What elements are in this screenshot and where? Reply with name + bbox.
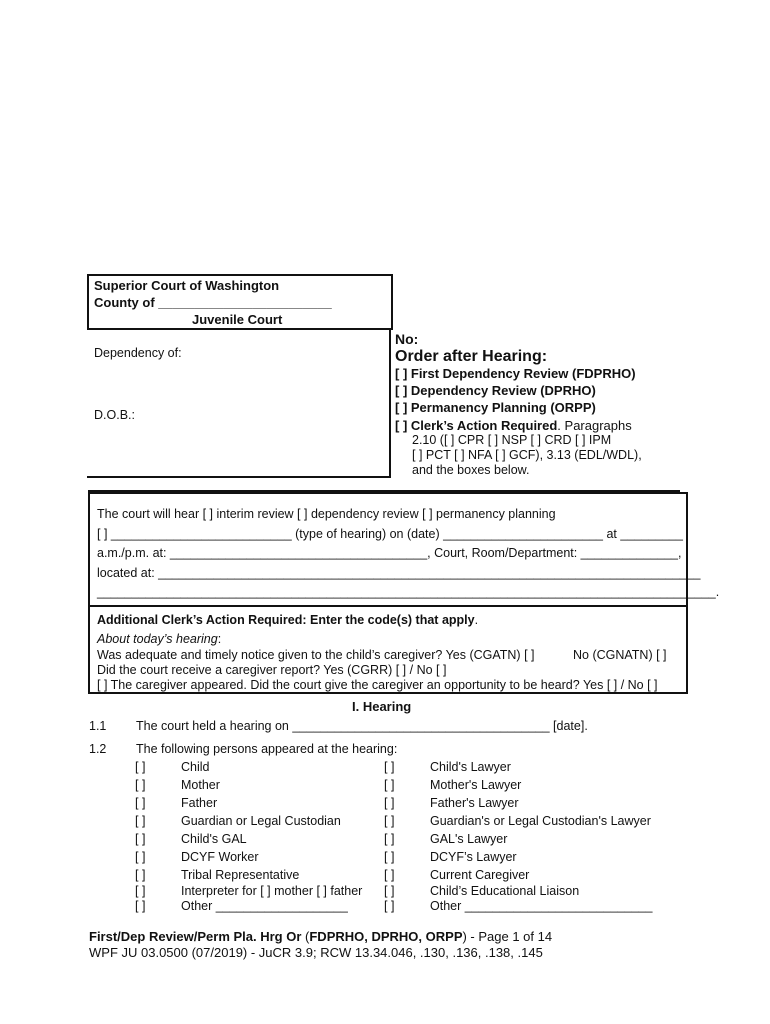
clerk-action-header: Additional Clerk’s Action Required: Enter the code(s) that apply.	[97, 613, 479, 627]
person-label: Guardian or Legal Custodian	[181, 814, 341, 828]
dependency-of-label: Dependency of:	[94, 346, 182, 360]
person-checkbox[interactable]: [ ]	[135, 850, 146, 864]
person-checkbox[interactable]: [ ]	[384, 868, 395, 882]
person-checkbox[interactable]: [ ]	[384, 884, 395, 898]
person-checkbox[interactable]: [ ]	[135, 899, 146, 913]
persons-appeared-text: The following persons appeared at the hearing:	[136, 742, 398, 756]
person-checkbox[interactable]: [ ]	[135, 778, 146, 792]
person-label: Father	[181, 796, 218, 810]
person-checkbox[interactable]: [ ]	[384, 850, 395, 864]
person-checkbox[interactable]: [ ]	[384, 832, 395, 846]
next-hearing-line5[interactable]: _________________________________________________________________________________________.	[97, 585, 720, 599]
person-checkbox[interactable]: [ ]	[384, 796, 395, 810]
court-division: Juvenile Court	[192, 312, 283, 327]
footer-title: First/Dep Review/Perm Pla. Hrg Or (FDPRHO, DPRHO, ORPP) - Page 1 of 14	[89, 929, 553, 944]
section-title: I. Hearing	[352, 699, 412, 714]
paragraph-number: 1.1	[89, 719, 107, 733]
person-checkbox[interactable]: [ ]	[135, 884, 146, 898]
caregiver-notice-no[interactable]: No (CGNATN) [ ]	[573, 648, 667, 662]
person-label: Other ___________________	[181, 899, 348, 913]
person-checkbox[interactable]: [ ]	[135, 814, 146, 828]
person-label: Current Caregiver	[430, 868, 530, 882]
person-label: Interpreter for [ ] mother [ ] father	[181, 884, 363, 898]
option-fdprho[interactable]: [ ] First Dependency Review (FDPRHO)	[395, 366, 636, 381]
person-label: Child's GAL	[181, 832, 247, 846]
person-checkbox[interactable]: [ ]	[135, 760, 146, 774]
person-checkbox[interactable]: [ ]	[135, 796, 146, 810]
person-label: Tribal Representative	[181, 868, 300, 882]
person-checkbox[interactable]: [ ]	[384, 778, 395, 792]
caption-divider	[87, 328, 391, 330]
caption-bottom-line	[87, 476, 391, 478]
hearing-date-text[interactable]: The court held a hearing on _____________________________________ [date].	[136, 719, 588, 733]
option-clerk-action[interactable]: [ ] Clerk’s Action Required. Paragraphs	[395, 418, 632, 433]
person-checkbox[interactable]: [ ]	[384, 814, 395, 828]
next-hearing-line4[interactable]: located at: ______________________________________________________________________________	[97, 566, 701, 580]
person-checkbox[interactable]: [ ]	[135, 832, 146, 846]
about-hearing-label: About today’s hearing:	[97, 632, 222, 646]
caption-vertical-line	[389, 328, 391, 478]
paragraph-codes-line2[interactable]: [ ] PCT [ ] NFA [ ] GCF), 3.13 (EDL/WDL),	[412, 448, 642, 462]
paragraph-number: 1.2	[89, 742, 107, 756]
dob-label: D.O.B.:	[94, 408, 135, 422]
next-hearing-line2[interactable]: [ ] __________________________ (type of hearing) on (date) _______________________ at _________	[97, 527, 683, 541]
person-label: Child’s Educational Liaison	[430, 884, 580, 898]
person-label: Mother's Lawyer	[430, 778, 522, 792]
footer-form-ref: WPF JU 03.0500 (07/2019) - JuCR 3.9; RCW 13.34.046, .130, .136, .138, .145	[89, 945, 543, 960]
option-orpp[interactable]: [ ] Permanency Planning (ORPP)	[395, 400, 596, 415]
person-checkbox[interactable]: [ ]	[384, 899, 395, 913]
case-number-label[interactable]: No:	[395, 331, 419, 347]
order-title: Order after Hearing:	[395, 348, 548, 365]
person-label: Child's Lawyer	[430, 760, 511, 774]
person-label: Guardian's or Legal Custodian's Lawyer	[430, 814, 651, 828]
notice-divider	[88, 605, 686, 607]
person-label: Other ___________________________	[430, 899, 653, 913]
option-dprho[interactable]: [ ] Dependency Review (DPRHO)	[395, 383, 596, 398]
court-name: Superior Court of Washington	[94, 278, 280, 293]
notice-bottom-line	[88, 692, 686, 694]
person-label: Child	[181, 760, 210, 774]
next-hearing-line3[interactable]: a.m./p.m. at: _____________________________________, Court, Room/Department: ______________,	[97, 546, 682, 560]
paragraph-codes-line1[interactable]: 2.10 ([ ] CPR [ ] NSP [ ] CRD [ ] IPM	[412, 433, 612, 447]
person-checkbox[interactable]: [ ]	[135, 868, 146, 882]
caregiver-heard-question[interactable]: [ ] The caregiver appeared. Did the court give the caregiver an opportunity to be heard? Yes [ ] / No [ ]	[97, 678, 658, 692]
next-hearing-line1[interactable]: The court will hear [ ] interim review [ ] dependency review [ ] permanency planning	[97, 507, 556, 521]
person-label: DCYF’s Lawyer	[430, 850, 517, 864]
county-field[interactable]: County of ________________________	[94, 295, 332, 310]
person-label: Father's Lawyer	[430, 796, 519, 810]
person-checkbox[interactable]: [ ]	[384, 760, 395, 774]
person-label: DCYF Worker	[181, 850, 259, 864]
caregiver-notice-question[interactable]: Was adequate and timely notice given to the child’s caregiver? Yes (CGATN) [ ]	[97, 648, 535, 662]
paragraph-codes-line3: and the boxes below.	[412, 463, 530, 477]
person-label: Mother	[181, 778, 220, 792]
person-label: GAL's Lawyer	[430, 832, 508, 846]
caregiver-report-question[interactable]: Did the court receive a caregiver report? Yes (CGRR) [ ] / No [ ]	[97, 663, 447, 677]
